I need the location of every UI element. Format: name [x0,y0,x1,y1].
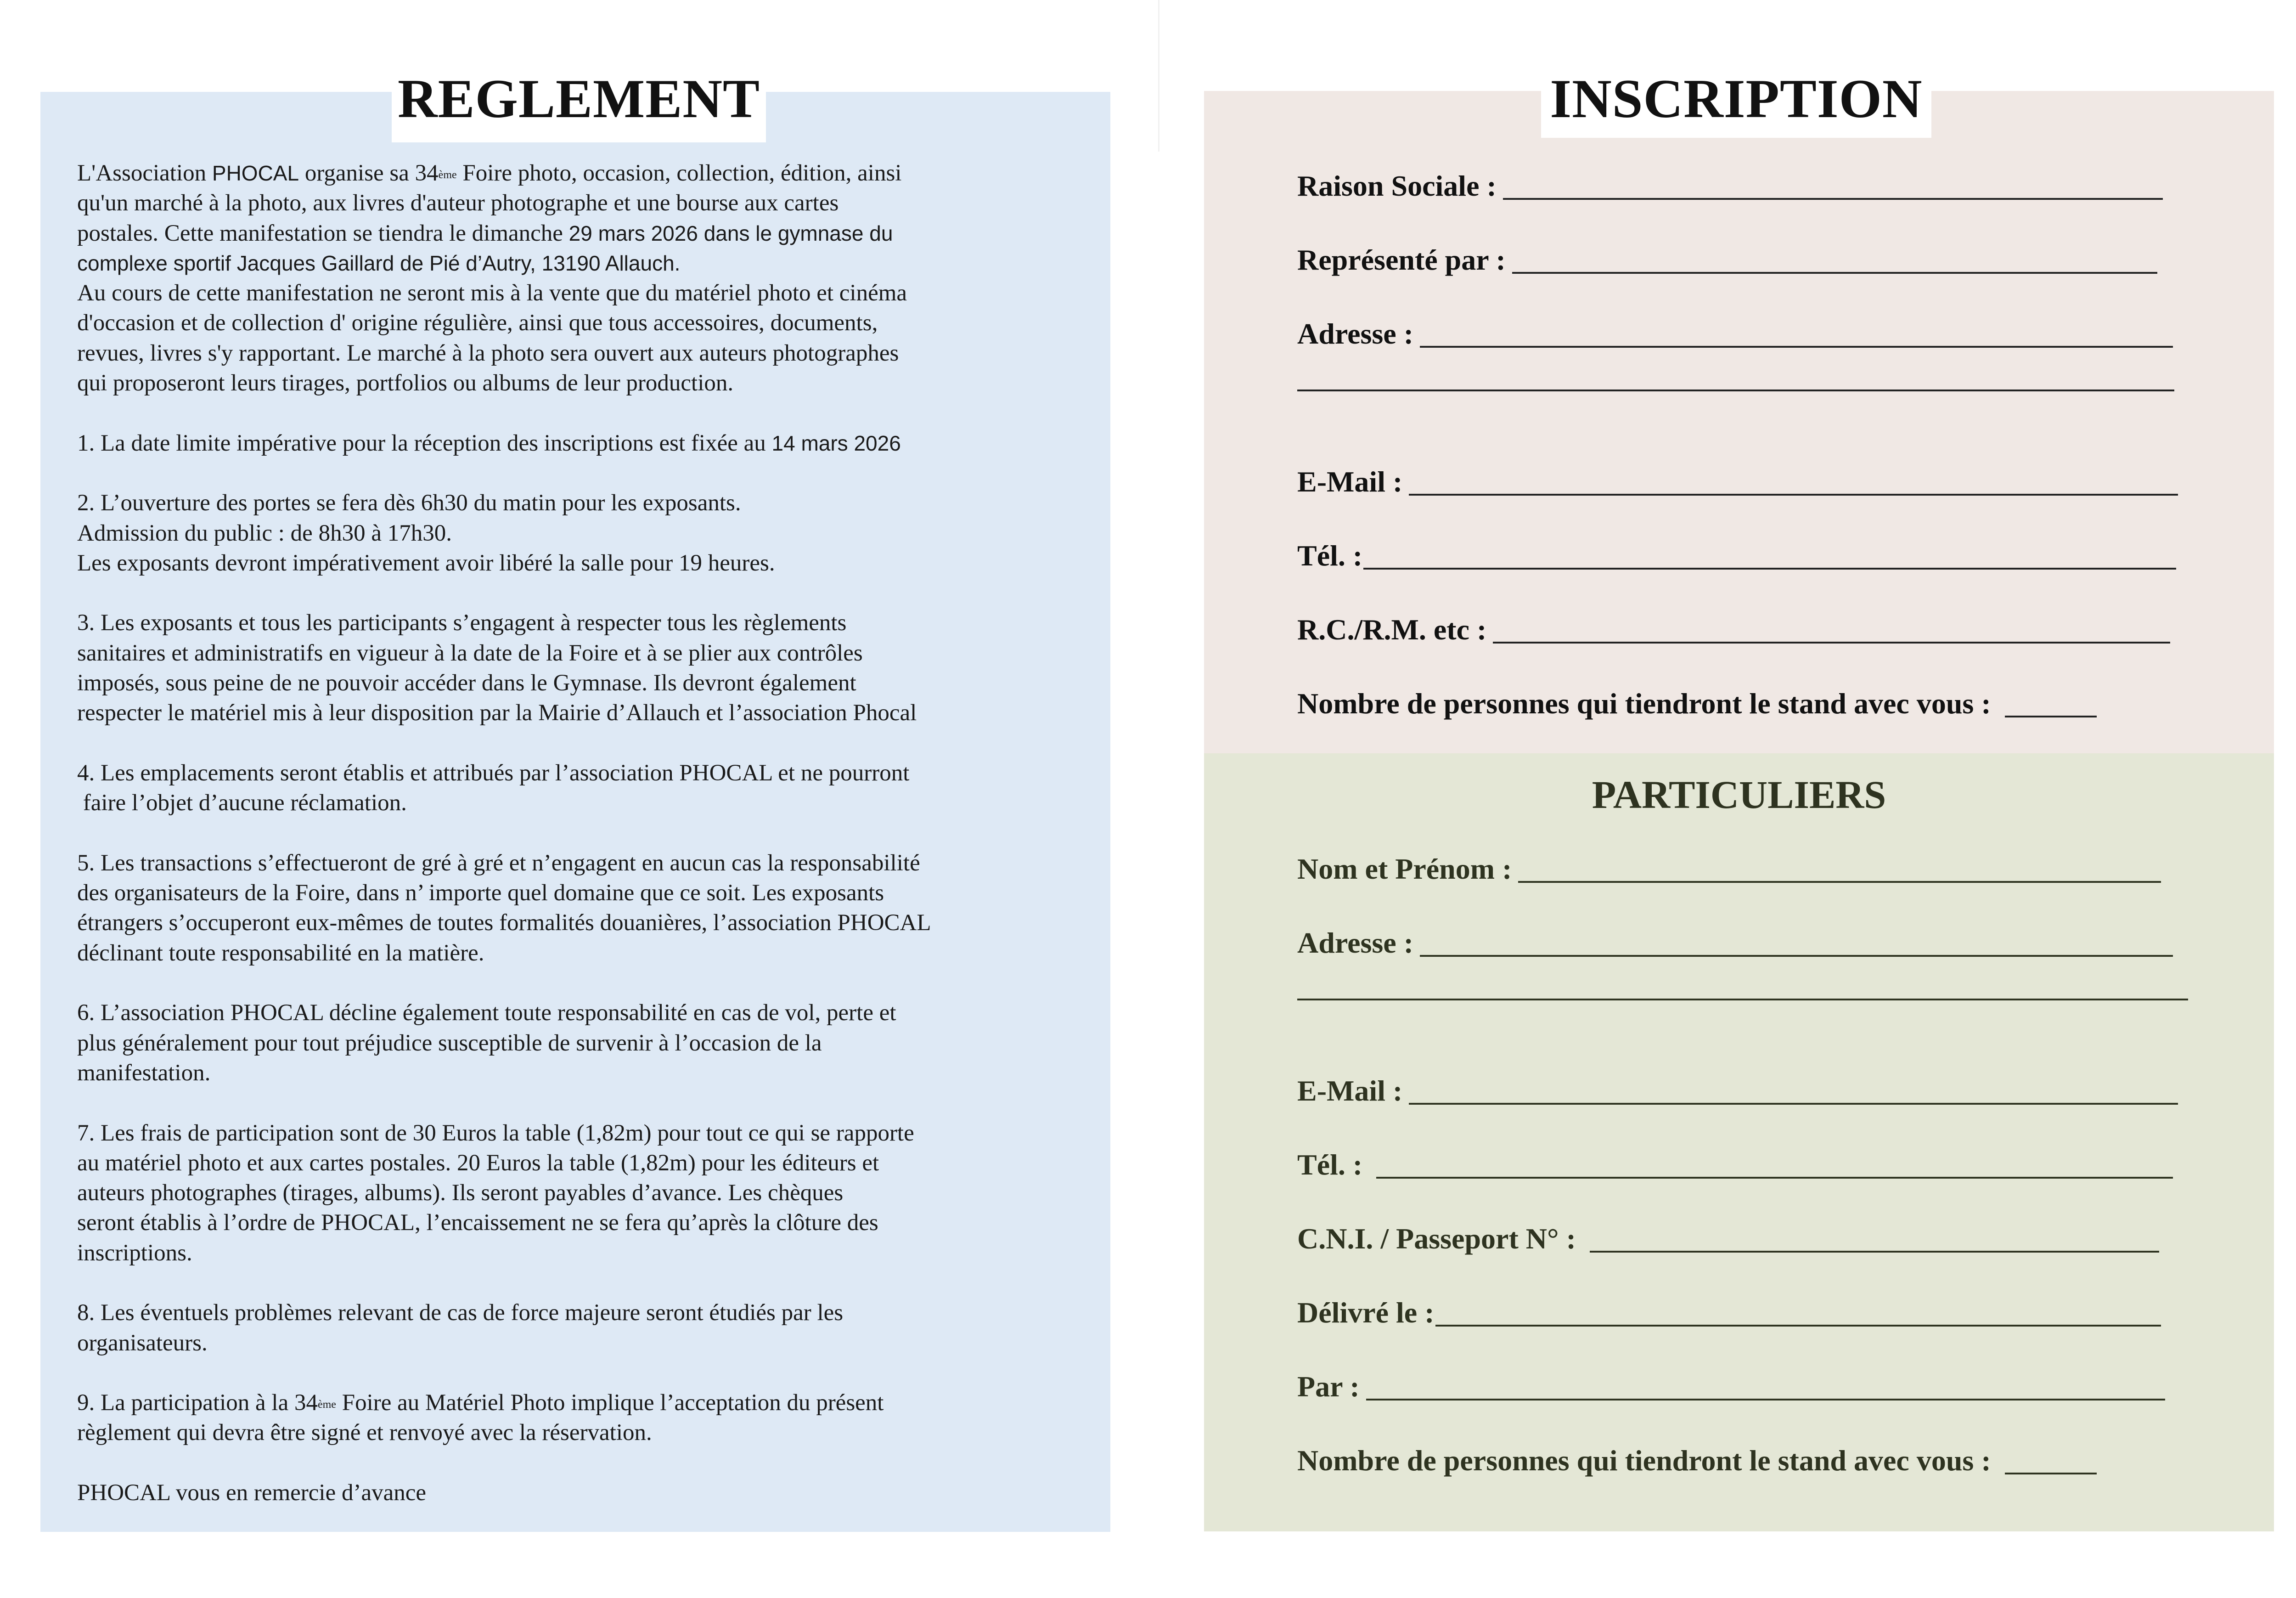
article-2-line: Admission du public : de 8h30 à 17h30. [77,520,452,546]
rc-rm-label: R.C./R.M. etc : [1297,613,1487,646]
nom-prenom-label: Nom et Prénom : [1297,853,1512,885]
inscription-title: INSCRIPTION [1541,60,1931,138]
nombre-personnes-line[interactable] [2005,716,2097,717]
adresse-continuation-line[interactable] [1297,390,2174,391]
article-2-line: 2. L’ouverture des portes se fera dès 6h30 du matin pour les exposants. [77,490,741,516]
article-7-line: 7. Les frais de participation sont de 30 Euros la table (1,82m) pour tout ce qui se rapporte [77,1120,914,1146]
par-email-label: E-Mail : [1297,1074,1403,1107]
email-field[interactable] [1297,463,2178,500]
cni-passeport-label: C.N.I. / Passeport N° : [1297,1222,1576,1255]
nom-prenom-field[interactable] [1297,851,2161,887]
par-email-field[interactable] [1297,1073,2178,1109]
particuliers-title: PARTICULIERS [1592,773,1886,817]
article-3-line: respecter le matériel mis à leur disposition par la Mairie d’Allauch et l’association Phocal [77,700,917,726]
email-label: E-Mail : [1297,465,1403,498]
article-8-line: organisateurs. [77,1330,208,1356]
cni-passeport-field[interactable] [1297,1220,2159,1257]
article-5-line: étrangers s’occuperont eux-mêmes de toutes formalités douanières, l’association PHOCAL [77,910,931,936]
par-tel-line[interactable] [1376,1177,2173,1179]
nom-prenom-line[interactable] [1518,881,2161,883]
intro-line: postales. Cette manifestation se tiendra le dimanche 29 mars 2026 dans le gymnase du [77,220,893,246]
adresse-line[interactable] [1420,346,2173,348]
article-6-line: plus généralement pour tout préjudice susceptible de survenir à l’occasion de la [77,1030,822,1056]
article-3-line: sanitaires et administratifs en vigueur à la date de la Foire et à se plier aux contrôles [77,640,863,666]
tel-field[interactable] [1297,537,2176,574]
nombre-personnes-label: Nombre de personnes qui tiendront le stand avec vous : [1297,687,1991,720]
intro-line: revues, livres s'y rapportant. Le marché à la photo sera ouvert aux auteurs photographes [77,340,899,366]
cni-passeport-line[interactable] [1590,1251,2159,1253]
article-7-line: au matériel photo et aux cartes postales. 20 Euros la table (1,82m) pour les éditeurs et [77,1150,879,1176]
nombre-personnes-field[interactable] [1297,685,2097,722]
intro-line: complexe sportif Jacques Gaillard de Pié d’Autry, 13190 Allauch. [77,251,681,275]
par-nombre-personnes-line[interactable] [2005,1473,2097,1474]
center-fold-line [1158,0,1159,152]
article-4-line: 4. Les emplacements seront établis et attribués par l’association PHOCAL et ne pourront [77,760,910,786]
article-7-line: seront établis à l’ordre de PHOCAL, l’encaissement ne se fera qu’après la clôture des [77,1210,878,1236]
article-8-line: 8. Les éventuels problèmes relevant de cas de force majeure seront étudiés par les [77,1300,844,1326]
article-7-line: inscriptions. [77,1240,192,1266]
raison-sociale-field[interactable] [1297,168,2163,204]
delivre-le-field[interactable] [1297,1294,2161,1331]
par-autorite-line[interactable] [1366,1399,2165,1400]
intro-line: qu'un marché à la photo, aux livres d'auteur photographe et une bourse aux cartes [77,190,839,216]
intro-line: Au cours de cette manifestation ne seront mis à la vente que du matériel photo et cinéma [77,280,907,306]
tel-label: Tél. : [1297,539,1363,572]
article-3-line: imposés, sous peine de ne pouvoir accéder dans le Gymnase. Ils devront également [77,670,856,696]
par-adresse-continuation-line[interactable] [1297,999,2188,1000]
rc-rm-field[interactable] [1297,611,2170,648]
par-tel-field[interactable] [1297,1146,2173,1183]
reglement-text [77,158,1083,1508]
reglement-title: REGLEMENT [392,60,766,142]
par-autorite-label: Par : [1297,1370,1360,1403]
par-nombre-personnes-label: Nombre de personnes qui tiendront le stand avec vous : [1297,1444,1991,1477]
article-9-line: 9. La participation à la 34ème Foire au Matériel Photo implique l’acceptation du présent [77,1390,884,1416]
rc-rm-line[interactable] [1493,642,2170,644]
email-line[interactable] [1409,494,2178,496]
article-7-line: auteurs photographes (tirages, albums). Ils seront payables d’avance. Les chèques [77,1180,844,1206]
article-6-line: manifestation. [77,1060,211,1086]
par-nombre-personnes-field[interactable] [1297,1442,2097,1479]
article-3-line: 3. Les exposants et tous les participants s’engagent à respecter tous les règlements [77,610,847,636]
raison-sociale-line[interactable] [1503,198,2163,200]
article-4-line: faire l’objet d’aucune réclamation. [77,790,407,816]
represente-par-label: Représenté par : [1297,243,1506,276]
adresse-line-2[interactable] [1297,390,2174,396]
par-adresse-field[interactable] [1297,925,2173,961]
adresse-field[interactable] [1297,316,2173,352]
article-2-line: Les exposants devront impérativement avoir libéré la salle pour 19 heures. [77,550,775,576]
delivre-le-label: Délivré le : [1297,1296,1435,1329]
par-adresse-label: Adresse : [1297,926,1413,959]
article-5-line: déclinant toute responsabilité en la matière. [77,940,484,966]
par-tel-label: Tél. : [1297,1148,1363,1181]
article-9-line: règlement qui devra être signé et renvoyé avec la réservation. [77,1420,652,1446]
intro-line: d'occasion et de collection d' origine régulière, ainsi que tous accessoires, documents, [77,310,878,336]
delivre-le-line[interactable] [1435,1325,2161,1327]
intro-line: qui proposeront leurs tirages, portfolios ou albums de leur production. [77,370,734,396]
intro-line: L'Association PHOCAL organise sa 34ème Foire photo, occasion, collection, édition, ainsi [77,160,902,186]
par-autorite-field[interactable] [1297,1368,2165,1405]
represente-par-line[interactable] [1512,272,2157,274]
par-email-line[interactable] [1409,1103,2178,1105]
represente-par-field[interactable] [1297,242,2157,278]
par-adresse-line-2[interactable] [1297,999,2188,1005]
raison-sociale-label: Raison Sociale : [1297,169,1497,202]
par-adresse-line[interactable] [1420,955,2173,957]
article-1: 1. La date limite impérative pour la réception des inscriptions est fixée au 14 mars 2026 [77,430,901,456]
closing-line: PHOCAL vous en remercie d’avance [77,1480,426,1506]
article-5-line: des organisateurs de la Foire, dans n’ importe quel domaine que ce soit. Les exposants [77,880,884,906]
article-5-line: 5. Les transactions s’effectueront de gré à gré et n’engagent en aucun cas la responsabilité [77,850,920,876]
adresse-label: Adresse : [1297,317,1413,350]
tel-line[interactable] [1363,568,2176,570]
article-6-line: 6. L’association PHOCAL décline également toute responsabilité en cas de vol, perte et [77,1000,896,1026]
